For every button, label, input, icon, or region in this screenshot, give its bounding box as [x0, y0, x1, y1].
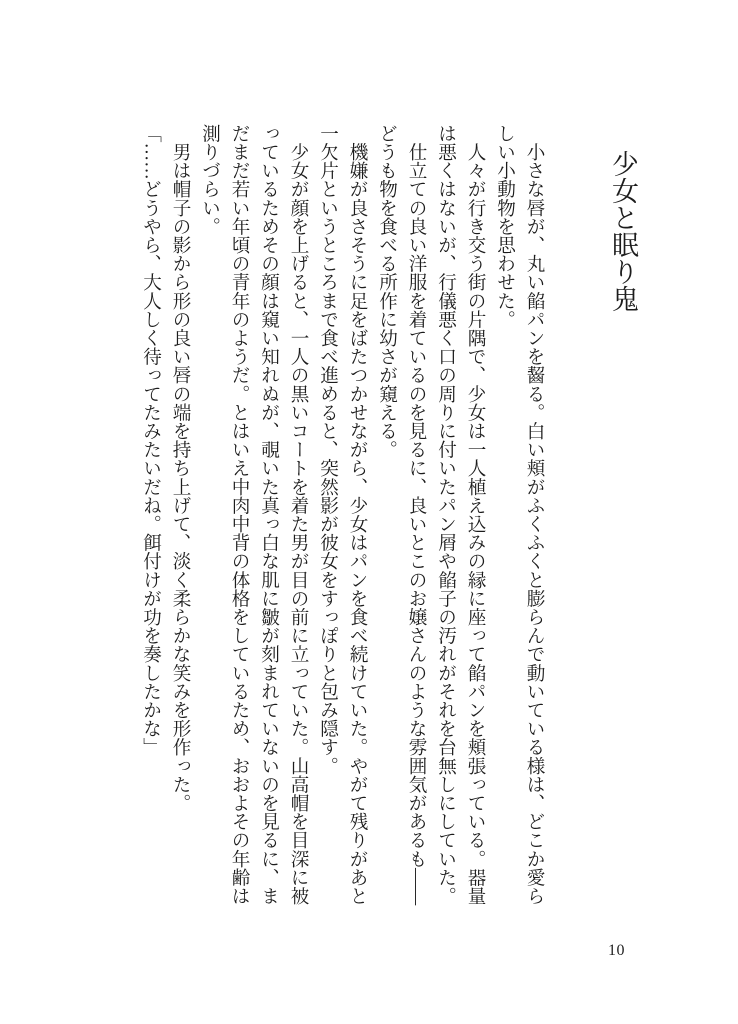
paragraph: 男は帽子の影から形の良い唇の端を持ち上げて、淡く柔らかな笑みを形作った。 — [170, 124, 191, 813]
page-number: 10 — [608, 942, 625, 959]
text-block — [136, 124, 643, 906]
paragraph: 少女が顔を上げると、一人の黒いコートを着た男が目の前に立っていた。山高帽を目深に被っているためその顔は窺い知れぬが、覗いた真っ白な肌に皺が刻まれていないのを見るに、まだまだ若い年頃の青年のようだ。とはいえ中肉中背の体格をしているため、おおよその年齢は測りづらい。 — [199, 124, 309, 906]
paragraph: 機嫌が良さそうに足をばたつかせながら、少女はパンを食べ続けていた。やがて残りがあと一欠片というところまで食べ進めると、突然影が彼女をすっぽりと包み隠す。 — [317, 124, 368, 906]
paragraph: 「……どうやら、大人しく待ってたみたいだね。餌付けが功を奏したかな」 — [140, 124, 162, 757]
paragraph: 小さな唇が、丸い餡パンを齧る。白い頬がふくふくと膨らんで動いている様は、どこか愛らしい小動物を思わせた。 — [494, 124, 545, 906]
body-text — [136, 124, 549, 906]
paragraph: 人々が行き交う街の片隅で、少女は一人植え込みの縁に座って餡パンを頬張っている。器量は悪くはないが、行儀悪く口の周りに付いたパン屑や餡子の汚れがそれを台無しにしていた。 — [435, 124, 486, 906]
paragraph: 仕立ての良い洋服を着ているのを見るに、良いとこのお嬢さんのような雰囲気があるも――どうも物を食べる所作に幼さが窺える。 — [376, 124, 427, 906]
chapter-title: 少女と眠り鬼 — [608, 150, 638, 312]
